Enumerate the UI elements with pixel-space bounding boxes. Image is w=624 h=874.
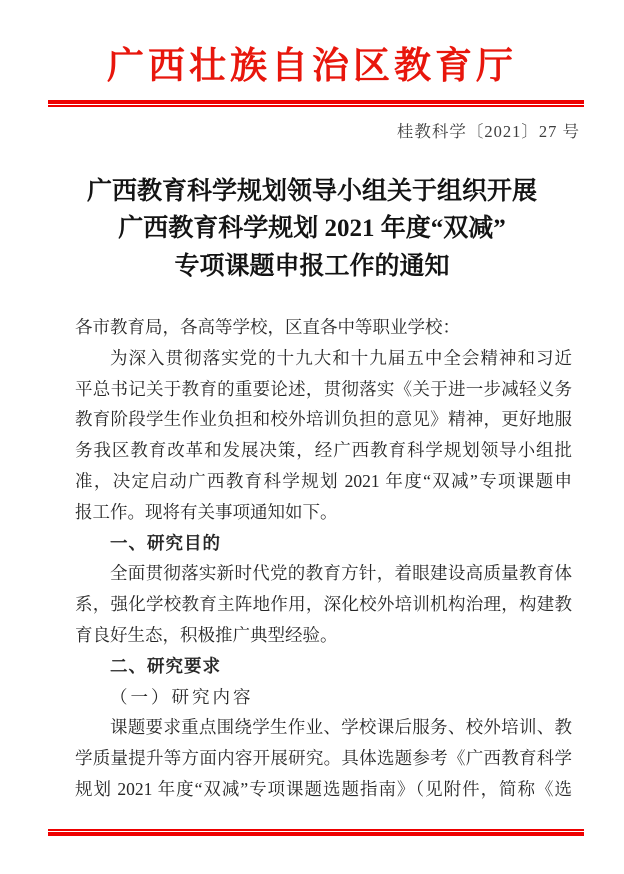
body-line: 育良好生态，积极推广典型经验。 <box>75 624 338 645</box>
letterhead-org-name: 广西壮族自治区教育厅 <box>107 46 517 87</box>
section-heading: 一、研究目的 <box>110 532 221 553</box>
body-line: 规划 2021 年度“双减”专项课题选题指南》（见附件，简称《选 <box>75 778 572 799</box>
body-line: 报工作。现将有关事项通知如下。 <box>75 501 338 522</box>
title-line: 专项课题申报工作的通知 <box>174 252 450 280</box>
body-line: 学质量提升等方面内容开展研究。具体选题参考《广西教育科学 <box>75 748 572 769</box>
doc-number: 桂教科学〔2021〕27 号 <box>396 122 580 141</box>
body-line: 教育阶段学生作业负担和校外培训负担的意见》精神，更好地服 <box>75 409 572 430</box>
body-line: 务我区教育改革和发展决策，经广西教育科学规划领导小组批 <box>75 440 572 461</box>
body-line: 课题要求重点围绕学生作业、学校课后服务、校外培训、教 <box>110 717 572 738</box>
document-title <box>30 173 594 285</box>
body-line: 准，决定启动广西教育科学规划 2021 年度“双减”专项课题申 <box>75 470 572 491</box>
body-line: 各市教育局，各高等学校，区直各中等职业学校： <box>75 317 460 337</box>
title-line: 广西教育科学规划 2021 年度“双减” <box>118 215 506 243</box>
letterhead-red-separator <box>48 100 584 107</box>
body-line: 系，强化学校教育主阵地作用，深化校外培训机构治理，构建教 <box>75 594 572 615</box>
document-body <box>75 312 572 805</box>
body-line: （一）研究内容 <box>110 686 254 707</box>
footer-red-separator <box>48 829 584 836</box>
body-line: 全面贯彻落实新时代党的教育方针，着眼建设高质量教育体 <box>110 563 572 584</box>
body-line: 平总书记关于教育的重要论述，贯彻落实《关于进一步减轻义务 <box>75 378 572 399</box>
title-line: 广西教育科学规划领导小组关于组织开展 <box>86 178 537 205</box>
section-heading: 二、研究要求 <box>110 655 221 676</box>
body-line: 为深入贯彻落实党的十九大和十九届五中全会精神和习近 <box>110 347 572 368</box>
